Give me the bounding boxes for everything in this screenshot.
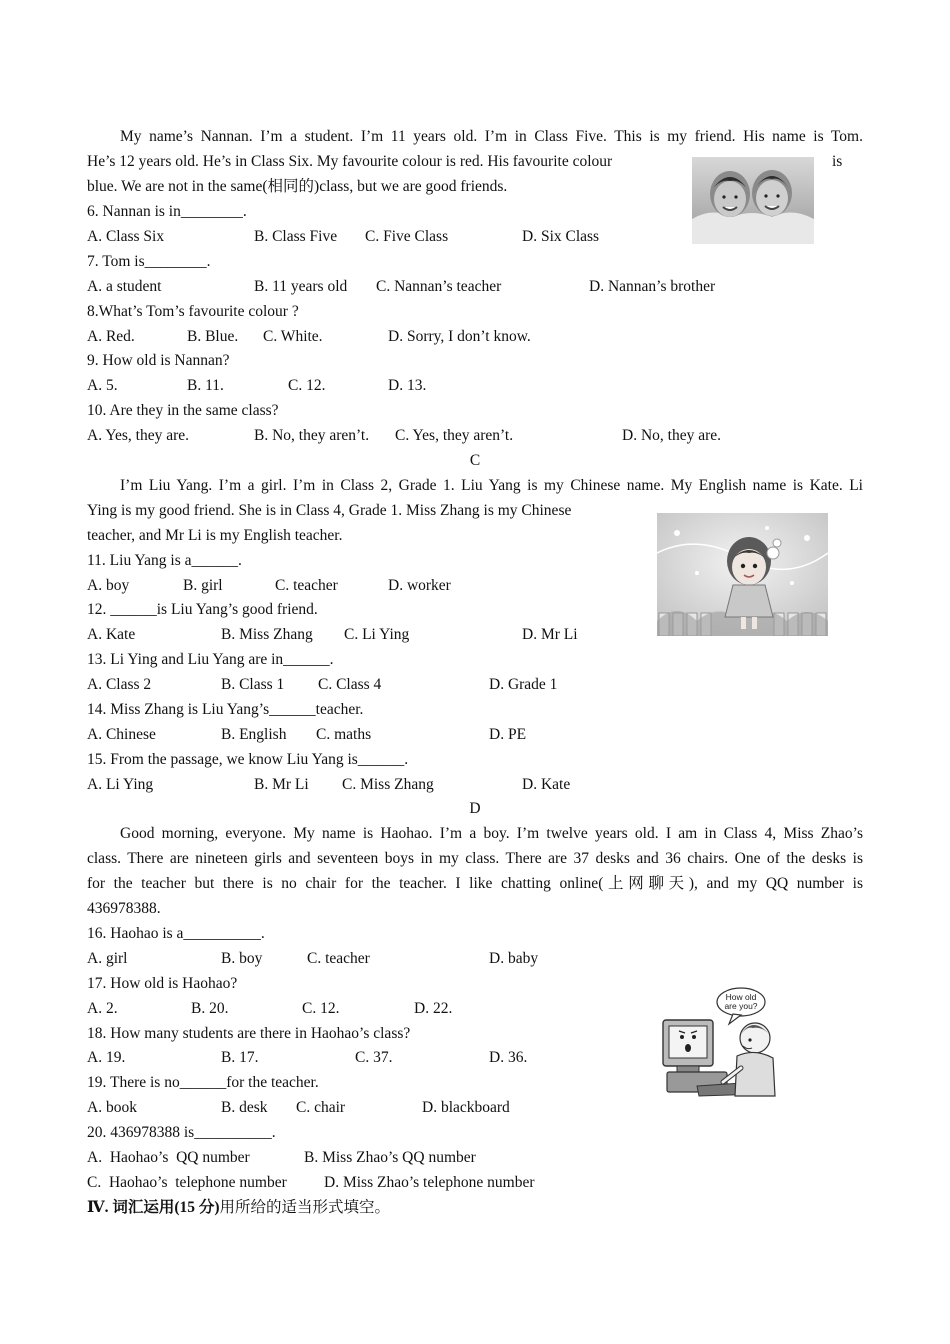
q7-option-d: D. Nannan’s brother <box>589 278 716 295</box>
q8-option-c: C. White. <box>263 328 323 345</box>
q15-option-a: A. Li Ying <box>87 776 154 793</box>
q17-option-a: A. 2. <box>87 1000 118 1017</box>
passage-d-line-1: Good morning, everyone. My name is Haohao. I’m a boy. I’m twelve years old. I am in Class 4, Miss Zhao’s <box>120 825 863 842</box>
q6-option-c: C. Five Class <box>365 228 449 245</box>
q19-option-a: A. book <box>87 1099 137 1116</box>
section-4-title: Ⅳ. 词汇运用(15 分) <box>87 1199 220 1216</box>
q20-option-d: D. Miss Zhao’s telephone number <box>324 1174 535 1191</box>
passage-b-line-3: blue. We are not in the same(相同的)class, but we are good friends. <box>87 178 508 195</box>
q16-option-b: B. boy <box>221 950 263 967</box>
q12-option-a: A. Kate <box>87 626 136 643</box>
q7-option-a: A. a student <box>87 278 162 295</box>
q11-option-d: D. worker <box>388 577 451 594</box>
passage-d-line-4: 436978388. <box>87 900 161 917</box>
q19-option-c: C. chair <box>296 1099 346 1116</box>
q6-option-b: B. Class Five <box>254 228 338 245</box>
q7-option-c: C. Nannan’s teacher <box>376 278 502 295</box>
q15-option-c: C. Miss Zhang <box>342 776 434 793</box>
q18-option-d: D. 36. <box>489 1049 528 1066</box>
question-14: 14. Miss Zhang is Liu Yang’s______teacher. <box>87 701 364 718</box>
q12-option-b: B. Miss Zhang <box>221 626 313 643</box>
q16-option-a: A. girl <box>87 950 128 967</box>
question-12: 12. ______is Liu Yang’s good friend. <box>87 601 318 618</box>
question-19: 19. There is no______for the teacher. <box>87 1074 319 1091</box>
q16-option-c: C. teacher <box>307 950 370 967</box>
q14-option-c: C. maths <box>316 726 372 743</box>
q13-option-d: D. Grade 1 <box>489 676 558 693</box>
q17-option-c: C. 12. <box>302 1000 340 1017</box>
question-7: 7. Tom is________. <box>87 253 211 270</box>
question-9: 9. How old is Nannan? <box>87 352 230 369</box>
question-15: 15. From the passage, we know Liu Yang is______. <box>87 751 409 768</box>
q13-option-a: A. Class 2 <box>87 676 152 693</box>
computer-chat-picture <box>657 986 780 1104</box>
q7-option-b: B. 11 years old <box>254 278 348 295</box>
q19-option-d: D. blackboard <box>422 1099 510 1116</box>
q20-option-b: B. Miss Zhao’s QQ number <box>304 1149 476 1166</box>
q11-option-c: C. teacher <box>275 577 338 594</box>
q6-option-d: D. Six Class <box>522 228 600 245</box>
q17-option-d: D. 22. <box>414 1000 453 1017</box>
q18-option-b: B. 17. <box>221 1049 259 1066</box>
passage-b-line-2-end: is <box>832 153 843 170</box>
q11-option-b: B. girl <box>183 577 223 594</box>
q20-option-c: C. Haohao’s telephone number <box>87 1174 287 1191</box>
section-4-heading <box>87 1198 390 1218</box>
q14-option-a: A. Chinese <box>87 726 156 743</box>
q14-option-b: B. English <box>221 726 287 743</box>
question-18: 18. How many students are there in Haohao’s class? <box>87 1025 411 1042</box>
q17-option-b: B. 20. <box>191 1000 229 1017</box>
q20-option-a: A. Haohao’s QQ number <box>87 1149 250 1166</box>
bubble-line-2: are you? <box>724 1001 758 1011</box>
question-10: 10. Are they in the same class? <box>87 402 279 419</box>
q13-option-b: B. Class 1 <box>221 676 285 693</box>
q10-option-c: C. Yes, they aren’t. <box>395 427 514 444</box>
q9-option-b: B. 11. <box>187 377 224 394</box>
question-17: 17. How old is Haohao? <box>87 975 238 992</box>
question-20: 20. 436978388 is__________. <box>87 1124 276 1141</box>
q8-option-a: A. Red. <box>87 328 135 345</box>
q19-option-b: B. desk <box>221 1099 268 1116</box>
q10-option-d: D. No, they are. <box>622 427 721 444</box>
passage-d-heading: D <box>469 800 481 817</box>
question-13: 13. Li Ying and Liu Yang are in______. <box>87 651 334 668</box>
q16-option-d: D. baby <box>489 950 539 967</box>
passage-b-line-1: My name’s Nannan. I’m a student. I’m 11 years old. I’m in Class Five. This is my friend. His name is Tom. <box>120 128 863 145</box>
q18-option-a: A. 19. <box>87 1049 126 1066</box>
two-boys-photo <box>692 157 814 244</box>
q18-option-c: C. 37. <box>355 1049 393 1066</box>
question-8: 8.What’s Tom’s favourite colour ? <box>87 303 299 320</box>
q8-option-b: B. Blue. <box>187 328 239 345</box>
q15-option-d: D. Kate <box>522 776 571 793</box>
passage-c-heading: C <box>469 452 481 469</box>
q10-option-a: A. Yes, they are. <box>87 427 190 444</box>
passage-d-line-2: class. There are nineteen girls and seventeen boys in my class. There are 37 desks and 36 chairs. One of the desks is <box>87 850 863 867</box>
question-16: 16. Haohao is a__________. <box>87 925 265 942</box>
q10-option-b: B. No, they aren’t. <box>254 427 370 444</box>
q9-option-c: C. 12. <box>288 377 326 394</box>
bubble-line-1: How old <box>725 992 757 1002</box>
question-11: 11. Liu Yang is a______. <box>87 552 242 569</box>
passage-b-line-2: He’s 12 years old. He’s in Class Six. My favourite colour is red. His favourite colour <box>87 153 613 170</box>
q9-option-a: A. 5. <box>87 377 118 394</box>
q11-option-a: A. boy <box>87 577 130 594</box>
passage-c-line-3: teacher, and Mr Li is my English teacher. <box>87 527 343 544</box>
cartoon-girl-picture <box>657 513 828 636</box>
question-6: 6. Nannan is in________. <box>87 203 247 220</box>
q9-option-d: D. 13. <box>388 377 427 394</box>
q12-option-c: C. Li Ying <box>344 626 410 643</box>
passage-c-line-2: Ying is my good friend. She is in Class 4, Grade 1. Miss Zhang is my Chinese <box>87 502 572 519</box>
q12-option-d: D. Mr Li <box>522 626 578 643</box>
q14-option-d: D. PE <box>489 726 527 743</box>
q13-option-c: C. Class 4 <box>318 676 382 693</box>
q6-option-a: A. Class Six <box>87 228 165 245</box>
passage-c-line-1: I’m Liu Yang. I’m a girl. I’m in Class 2, Grade 1. Liu Yang is my Chinese name. My English name is Kate. Li <box>120 477 863 494</box>
passage-d-line-3: for the teacher but there is no chair for the teacher. I like chatting online(上网聊天), and my QQ number is <box>87 875 863 892</box>
q8-option-d: D. Sorry, I don’t know. <box>388 328 531 345</box>
section-4-instruction: 用所给的适当形式填空。 <box>219 1199 391 1216</box>
q15-option-b: B. Mr Li <box>254 776 309 793</box>
